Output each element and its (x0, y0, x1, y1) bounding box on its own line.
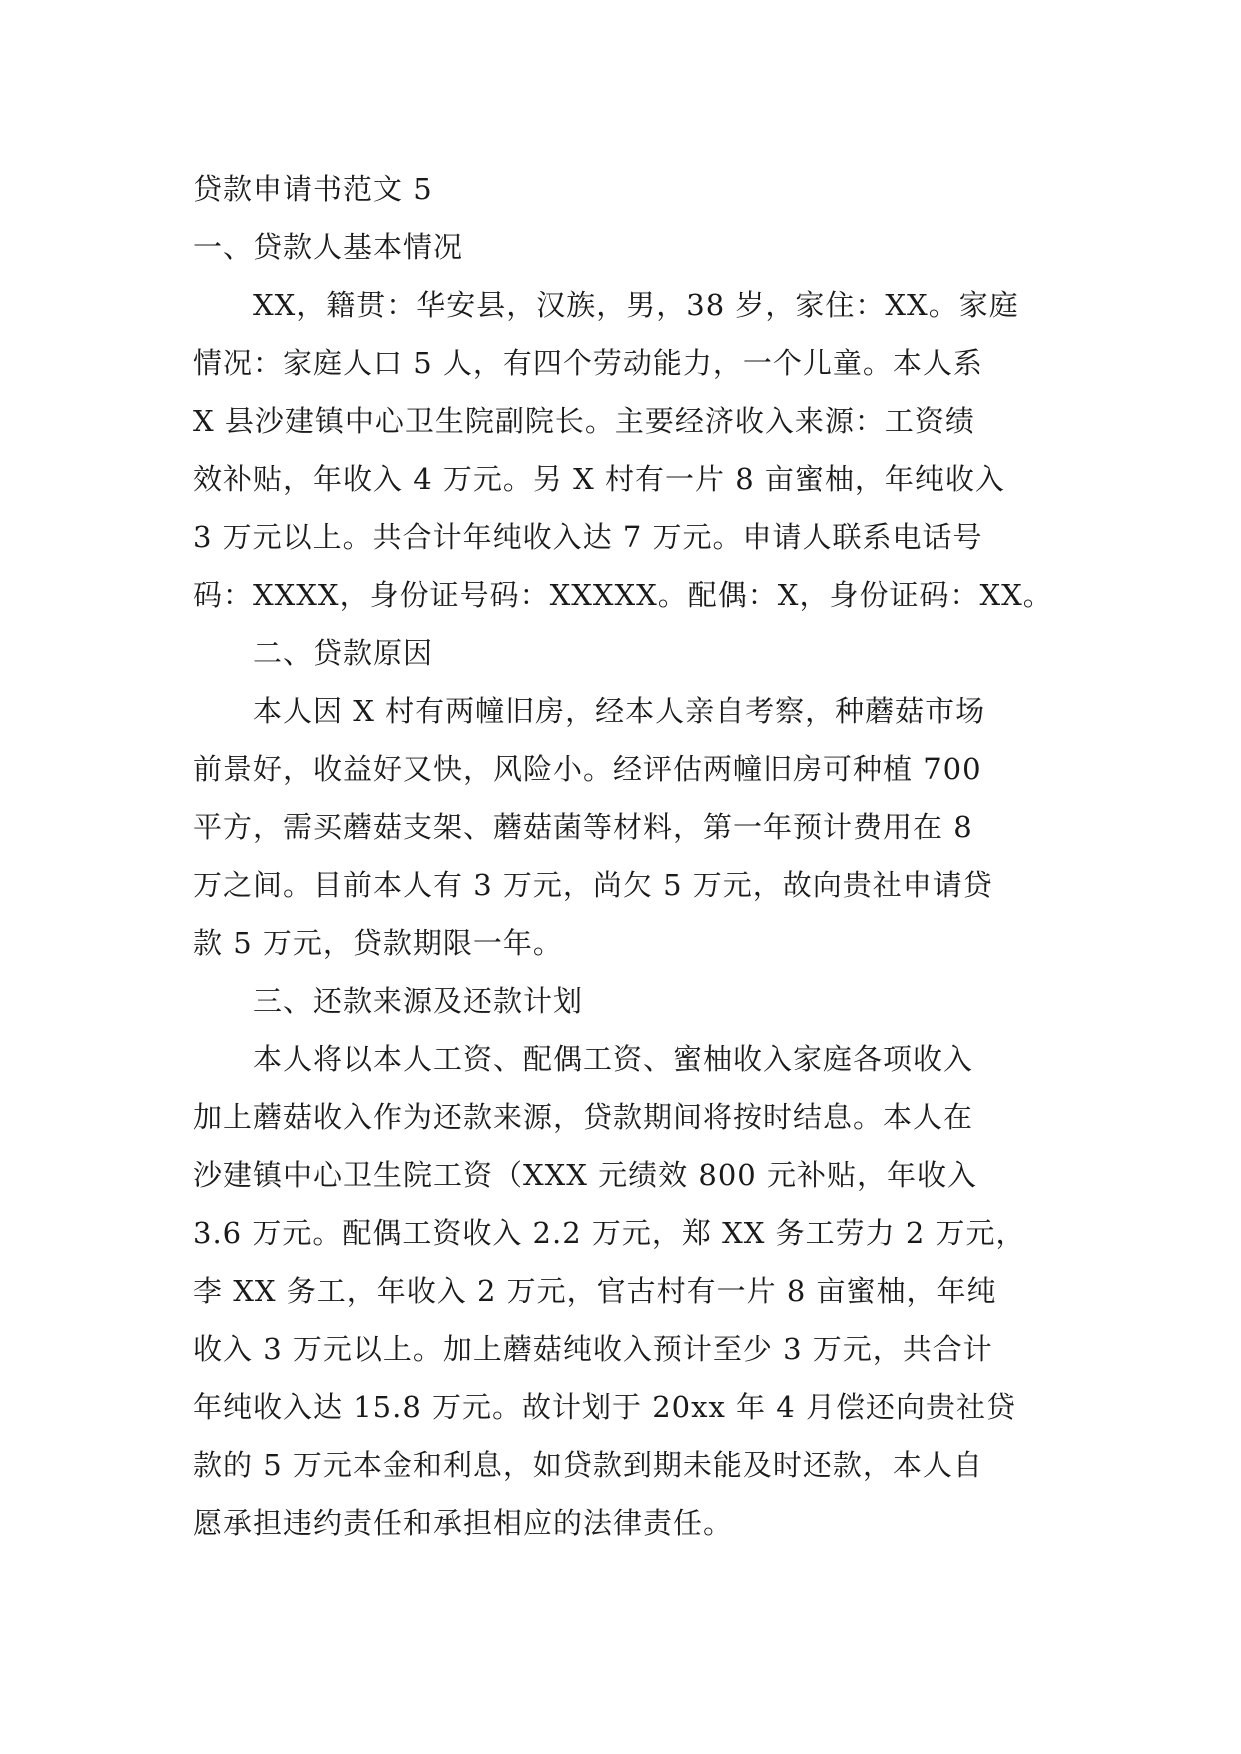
paragraph-line: 万之间。目前本人有 3 万元，尚欠 5 万元，故向贵社申请贷 (193, 868, 993, 902)
paragraph-line: 愿承担违约责任和承担相应的法律责任。 (193, 1506, 734, 1540)
document-title: 贷款申请书范文 5 (193, 172, 433, 206)
paragraph-line: 款的 5 万元本金和利息，如贷款到期未能及时还款，本人自 (193, 1448, 983, 1482)
paragraph-line: 年纯收入达 15.8 万元。故计划于 20xx 年 4 月偿还向贵社贷 (193, 1390, 1016, 1424)
section-heading-basic-info: 一、贷款人基本情况 (193, 230, 464, 264)
paragraph-line: 本人因 X 村有两幢旧房，经本人亲自考察，种蘑菇市场 (253, 694, 986, 728)
paragraph-line: 本人将以本人工资、配偶工资、蜜柚收入家庭各项收入 (253, 1042, 974, 1076)
paragraph-line: 收入 3 万元以上。加上蘑菇纯收入预计至少 3 万元，共合计 (193, 1332, 993, 1366)
paragraph-line: 沙建镇中心卫生院工资（XXX 元绩效 800 元补贴，年收入 (193, 1158, 977, 1192)
document-body (193, 160, 1073, 1552)
paragraph-line: XX，籍贯：华安县，汉族，男，38 岁，家住：XX。家庭 (253, 288, 1019, 322)
paragraph-line: 款 5 万元，贷款期限一年。 (193, 926, 563, 960)
paragraph-line: 情况：家庭人口 5 人，有四个劳动能力，一个儿童。本人系 (193, 346, 983, 380)
paragraph-line: 效补贴，年收入 4 万元。另 X 村有一片 8 亩蜜柚，年纯收入 (193, 462, 1005, 496)
paragraph-line: 码：XXXX，身份证号码：XXXXX。配偶：X，身份证码：XX。 (193, 578, 1053, 612)
section-heading-loan-reason: 二、贷款原因 (253, 636, 434, 670)
paragraph-line: 加上蘑菇收入作为还款来源，贷款期间将按时结息。本人在 (193, 1100, 974, 1134)
paragraph-line: 3.6 万元。配偶工资收入 2.2 万元，郑 XX 务工劳力 2 万元， (193, 1216, 1026, 1250)
paragraph-line: 前景好，收益好又快，风险小。经评估两幢旧房可种植 700 (193, 752, 982, 786)
paragraph-line: X 县沙建镇中心卫生院副院长。主要经济收入来源：工资绩 (193, 404, 975, 438)
paragraph-line: 3 万元以上。共合计年纯收入达 7 万元。申请人联系电话号 (193, 520, 983, 554)
section-heading-repayment-plan: 三、还款来源及还款计划 (253, 984, 584, 1018)
paragraph-line: 李 XX 务工，年收入 2 万元，官古村有一片 8 亩蜜柚，年纯 (193, 1274, 997, 1308)
paragraph-line: 平方，需买蘑菇支架、蘑菇菌等材料，第一年预计费用在 8 (193, 810, 973, 844)
